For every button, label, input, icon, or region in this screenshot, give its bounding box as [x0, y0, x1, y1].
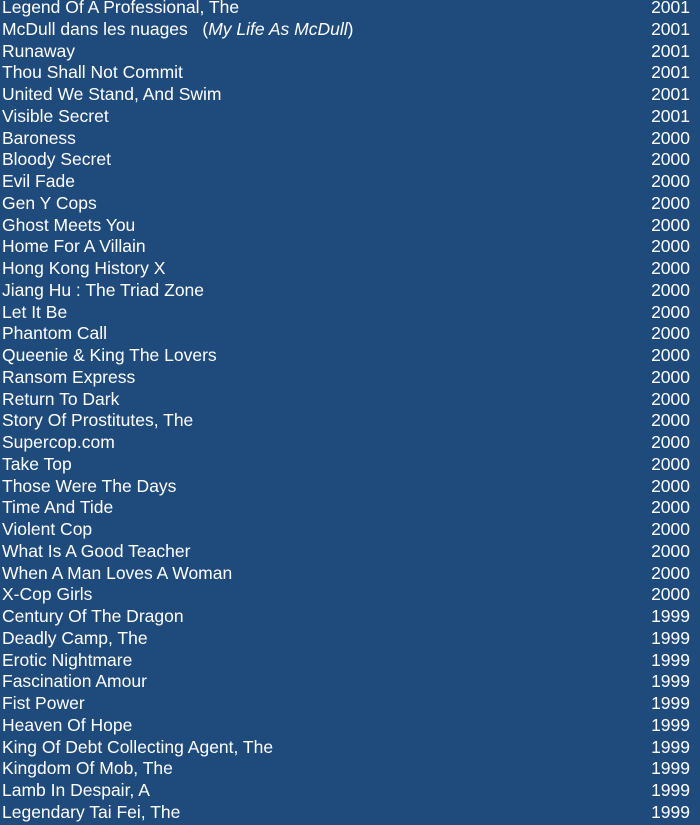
film-row[interactable] [0, 41, 700, 63]
film-year: 2000 [651, 366, 690, 387]
film-title[interactable]: Legendary Tai Fei, The [2, 801, 181, 822]
film-alt-title: My Life As McDull [208, 18, 348, 39]
film-title[interactable]: Fist Power [2, 693, 85, 713]
film-title[interactable]: Legend Of A Professional, The [2, 0, 240, 17]
film-title[interactable]: McDull dans les nuages [2, 18, 188, 39]
film-year: 1999 [651, 758, 690, 779]
film-title[interactable]: X-Cop Girls [2, 584, 93, 605]
film-row[interactable] [0, 715, 700, 737]
film-year: 2001 [651, 0, 690, 17]
film-row[interactable] [0, 628, 700, 650]
film-title-cell[interactable] [0, 19, 353, 41]
film-title-cell[interactable] [0, 345, 217, 367]
film-year: 2000 [651, 584, 690, 605]
film-title[interactable]: United We Stand, And Swim [2, 84, 222, 104]
film-title-cell[interactable] [0, 323, 107, 345]
film-title-cell[interactable] [0, 650, 132, 672]
film-title[interactable]: Hong Kong History X [2, 258, 166, 278]
film-row[interactable] [0, 410, 700, 432]
film-year: 1999 [651, 780, 690, 800]
film-row[interactable] [0, 389, 700, 411]
film-title-cell[interactable] [0, 128, 76, 150]
film-row[interactable] [0, 367, 700, 389]
film-title[interactable]: Heaven Of Hope [2, 714, 133, 735]
film-title-cell[interactable] [0, 454, 72, 476]
film-row[interactable] [0, 584, 700, 606]
film-title[interactable]: Queenie & King The Lovers [2, 345, 217, 365]
film-row[interactable] [0, 693, 700, 715]
film-row[interactable] [0, 345, 700, 367]
film-title[interactable]: Violent Cop [2, 519, 93, 539]
film-title-cell[interactable] [0, 780, 150, 802]
film-title[interactable]: Return To Dark [2, 388, 120, 409]
film-title-cell[interactable] [0, 758, 173, 780]
film-year: 2000 [651, 236, 690, 257]
film-title-cell[interactable] [0, 410, 193, 432]
film-title-cell[interactable] [0, 0, 239, 19]
film-title[interactable]: Gen Y Cops [2, 192, 97, 213]
film-title-cell[interactable] [0, 715, 132, 737]
film-title[interactable]: Time And Tide [2, 497, 114, 518]
film-title[interactable]: What Is A Good Teacher [2, 540, 191, 561]
film-row[interactable] [0, 62, 700, 84]
film-row[interactable] [0, 302, 700, 324]
film-year: 2000 [651, 301, 690, 322]
film-title-cell[interactable] [0, 106, 109, 128]
film-title-cell[interactable] [0, 171, 75, 193]
film-title-cell[interactable] [0, 389, 119, 411]
film-title[interactable]: Story Of Prostitutes, The [2, 410, 194, 431]
film-title[interactable]: When A Man Loves A Woman [2, 562, 233, 583]
film-row[interactable] [0, 737, 700, 759]
film-row[interactable] [0, 476, 700, 498]
film-year: 2000 [651, 258, 690, 278]
film-title-cell[interactable] [0, 84, 222, 106]
film-row[interactable] [0, 780, 700, 802]
film-year: 1999 [651, 649, 690, 670]
film-title[interactable]: Home For A Villain [2, 236, 146, 257]
film-title-cell[interactable] [0, 693, 85, 715]
film-year: 2001 [651, 40, 690, 61]
film-title[interactable]: Supercop.com [2, 432, 115, 452]
film-row[interactable] [0, 193, 700, 215]
film-title-cell[interactable] [0, 497, 113, 519]
film-row[interactable] [0, 758, 700, 780]
film-title[interactable]: Kingdom Of Mob, The [2, 758, 173, 779]
film-title-cell[interactable] [0, 802, 180, 824]
film-title-cell[interactable] [0, 302, 67, 324]
film-year: 2001 [651, 84, 690, 104]
film-row[interactable] [0, 236, 700, 258]
film-title-cell[interactable] [0, 671, 147, 693]
film-year: 2000 [651, 323, 690, 344]
film-row[interactable] [0, 606, 700, 628]
film-title[interactable]: Evil Fade [2, 171, 75, 191]
film-title[interactable]: Visible Secret [2, 105, 109, 126]
film-title[interactable]: Thou Shall Not Commit [2, 62, 183, 83]
film-row[interactable] [0, 454, 700, 476]
film-title-cell[interactable] [0, 41, 75, 63]
film-year: 2000 [651, 279, 690, 300]
film-year: 2000 [651, 453, 690, 474]
alt-title-close-paren: ) [347, 18, 354, 39]
film-title[interactable]: Let It Be [2, 301, 68, 322]
film-title[interactable]: Fascination Amour [2, 671, 147, 692]
film-title-cell[interactable] [0, 432, 115, 454]
film-title-cell[interactable] [0, 519, 92, 541]
film-row[interactable] [0, 323, 700, 345]
film-year: 2000 [651, 497, 690, 518]
film-title-cell[interactable] [0, 367, 135, 389]
film-year: 1999 [651, 714, 690, 735]
film-title-cell[interactable] [0, 215, 135, 237]
film-row[interactable] [0, 128, 700, 150]
film-title[interactable]: Jiang Hu : The Triad Zone [2, 279, 205, 300]
film-row[interactable] [0, 650, 700, 672]
film-title[interactable]: Deadly Camp, The [2, 627, 148, 648]
film-row[interactable] [0, 541, 700, 563]
film-title-cell[interactable] [0, 280, 204, 302]
film-title[interactable]: Phantom Call [2, 323, 108, 344]
film-row[interactable] [0, 802, 700, 824]
film-row[interactable] [0, 106, 700, 128]
film-title-cell[interactable] [0, 62, 183, 84]
film-year: 2000 [651, 171, 690, 191]
film-row[interactable] [0, 171, 700, 193]
film-title-cell[interactable] [0, 628, 148, 650]
film-title-cell[interactable] [0, 258, 165, 280]
film-title-cell[interactable] [0, 584, 92, 606]
film-year: 2000 [651, 410, 690, 431]
film-row[interactable] [0, 432, 700, 454]
film-title[interactable]: Those Were The Days [2, 475, 177, 496]
film-title-cell[interactable] [0, 541, 190, 563]
film-title[interactable]: Baroness [2, 127, 76, 148]
film-year: 2000 [651, 345, 690, 365]
film-year: 2000 [651, 214, 690, 235]
film-year: 2000 [651, 149, 690, 170]
film-year: 2000 [651, 388, 690, 409]
film-row[interactable] [0, 671, 700, 693]
film-title[interactable]: Bloody Secret [2, 149, 111, 170]
film-year: 1999 [651, 693, 690, 713]
film-title[interactable]: Ransom Express [2, 366, 136, 387]
film-title-cell[interactable] [0, 476, 176, 498]
film-title-cell[interactable] [0, 193, 97, 215]
film-year: 1999 [651, 606, 690, 626]
film-title[interactable]: Runaway [2, 40, 75, 61]
film-title-cell[interactable] [0, 737, 273, 759]
film-row[interactable] [0, 258, 700, 280]
film-year: 2001 [651, 105, 690, 126]
film-title[interactable]: Lamb In Despair, A [2, 780, 150, 800]
film-year: 2001 [651, 18, 690, 39]
film-year: 2000 [651, 475, 690, 496]
film-row[interactable] [0, 215, 700, 237]
film-row[interactable] [0, 563, 700, 585]
film-year: 2001 [651, 62, 690, 83]
film-year: 1999 [651, 736, 690, 757]
film-title[interactable]: Erotic Nightmare [2, 649, 133, 670]
film-row[interactable] [0, 280, 700, 302]
film-row[interactable] [0, 19, 700, 41]
film-year: 1999 [651, 671, 690, 692]
film-year: 2000 [651, 432, 690, 452]
film-title-cell[interactable] [0, 149, 111, 171]
film-year: 1999 [651, 627, 690, 648]
film-year: 2000 [651, 540, 690, 561]
film-title-cell[interactable] [0, 563, 232, 585]
film-year: 2000 [651, 127, 690, 148]
film-title[interactable]: Century Of The Dragon [2, 606, 184, 626]
film-year: 2000 [651, 562, 690, 583]
film-title[interactable]: Ghost Meets You [2, 214, 136, 235]
film-title[interactable]: Take Top [2, 453, 72, 474]
film-row[interactable] [0, 519, 700, 541]
film-row[interactable] [0, 0, 700, 19]
film-year: 2000 [651, 192, 690, 213]
film-row[interactable] [0, 84, 700, 106]
film-row[interactable] [0, 497, 700, 519]
film-year: 2000 [651, 519, 690, 539]
film-title-cell[interactable] [0, 236, 146, 258]
film-title[interactable]: King Of Debt Collecting Agent, The [2, 736, 274, 757]
alt-title-open-paren: ( [187, 18, 209, 39]
film-year: 1999 [651, 801, 690, 822]
film-title-cell[interactable] [0, 606, 184, 628]
film-row[interactable] [0, 149, 700, 171]
